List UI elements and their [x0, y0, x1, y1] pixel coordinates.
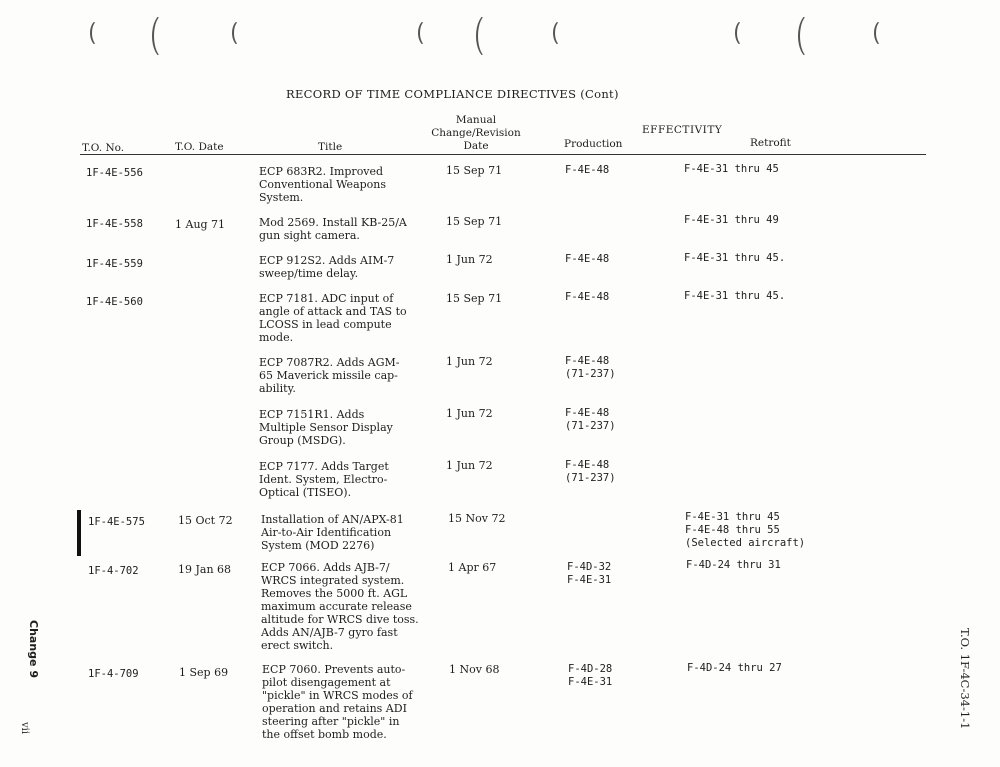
- cell-retrofit: F-4E-31 thru 45: [684, 163, 779, 175]
- to-number-label: T.O. 1F-4C-34-1-1: [958, 628, 972, 730]
- cell-mcr-date: 1 Jun 72: [446, 407, 493, 420]
- binder-hole-mark: [553, 20, 569, 46]
- cell-title: ECP 7087R2. Adds AGM- 65 Maverick missile cap- ability.: [259, 356, 400, 395]
- cell-production: F-4E-48 (71-237): [565, 355, 616, 380]
- header-to-date: T.O. Date: [175, 141, 224, 153]
- cell-retrofit: F-4D-24 thru 27: [687, 662, 782, 674]
- cell-retrofit: F-4E-31 thru 45.: [684, 252, 786, 264]
- binder-hole-mark: [735, 20, 751, 46]
- cell-to-date: 15 Oct 72: [178, 514, 233, 527]
- header-manual: [426, 114, 526, 153]
- header-manual-line2: Change/Revision: [431, 127, 521, 139]
- cell-to-no: 1F-4E-558: [86, 218, 143, 230]
- cell-to-no: 1F-4-709: [88, 668, 139, 680]
- cell-to-no: 1F-4E-560: [86, 296, 143, 308]
- binder-hole-mark: [418, 20, 434, 46]
- cell-to-no: 1F-4E-559: [86, 258, 143, 270]
- cell-retrofit: F-4D-24 thru 31: [686, 559, 781, 571]
- header-manual-line3: Date: [463, 140, 489, 152]
- header-retrofit: Retrofit: [750, 137, 791, 149]
- binder-hole-mark: [232, 20, 248, 46]
- cell-to-no: 1F-4E-575: [88, 516, 145, 528]
- header-title: Title: [318, 141, 343, 153]
- cell-production: F-4D-32 F-4E-31: [567, 561, 612, 586]
- cell-to-no: 1F-4-702: [88, 565, 139, 577]
- cell-retrofit: F-4E-31 thru 45 F-4E-48 thru 55 (Selected aircraft): [685, 511, 806, 549]
- cell-title: ECP 7177. Adds Target Ident. System, Electro- Optical (TISEO).: [259, 460, 389, 499]
- cell-mcr-date: 1 Jun 72: [446, 459, 493, 472]
- cell-to-date: 1 Aug 71: [175, 218, 226, 231]
- header-production: Production: [564, 138, 623, 150]
- cell-mcr-date: 15 Sep 71: [446, 164, 503, 177]
- change-bar: [77, 510, 81, 556]
- cell-title: Mod 2569. Install KB-25/A gun sight camera.: [259, 216, 407, 242]
- header-to-no: T.O. No.: [82, 142, 125, 154]
- cell-title: Installation of AN/APX-81 Air-to-Air Identification System (MOD 2276): [261, 513, 404, 552]
- page-number: vii: [19, 722, 30, 735]
- cell-retrofit: F-4E-31 thru 49: [684, 214, 779, 226]
- cell-production: F-4E-48 (71-237): [565, 407, 616, 432]
- cell-mcr-date: 1 Apr 67: [448, 561, 497, 574]
- header-effectivity: EFFECTIVITY: [642, 124, 723, 136]
- cell-production: F-4E-48: [565, 164, 610, 176]
- cell-title: ECP 7151R1. Adds Multiple Sensor Display Group (MSDG).: [259, 408, 393, 447]
- cell-title: ECP 683R2. Improved Conventional Weapons System.: [259, 165, 387, 204]
- header-manual-line1: Manual: [455, 114, 497, 126]
- binder-hole-mark: [798, 14, 820, 58]
- cell-title: ECP 7066. Adds AJB-7/ WRCS integrated system. Removes the 5000 ft. AGL maximum accurate release altitude for WRCS dive toss. Adds AN/AJB-7 gyro fast erect switch.: [261, 561, 419, 652]
- cell-title: ECP 912S2. Adds AIM-7 sweep/time delay.: [259, 254, 395, 280]
- cell-to-date: 19 Jan 68: [178, 563, 232, 576]
- binder-hole-mark: [874, 20, 890, 46]
- cell-mcr-date: 15 Sep 71: [446, 215, 503, 228]
- cell-title: ECP 7181. ADC input of angle of attack and TAS to LCOSS in lead compute mode.: [259, 292, 407, 344]
- cell-mcr-date: 1 Jun 72: [446, 253, 493, 266]
- cell-mcr-date: 1 Nov 68: [449, 663, 500, 676]
- cell-title: ECP 7060. Prevents auto- pilot disengagement at "pickle" in WRCS modes of operation and retains ADI steering after "pickle" in the offset bomb mode.: [262, 663, 413, 741]
- cell-production: F-4E-48: [565, 291, 610, 303]
- cell-production: F-4D-28 F-4E-31: [568, 663, 613, 688]
- binder-hole-mark: [476, 14, 498, 58]
- cell-to-no: 1F-4E-556: [86, 167, 143, 179]
- binder-hole-mark: [152, 14, 174, 58]
- cell-mcr-date: 15 Nov 72: [448, 512, 506, 525]
- page-title: RECORD OF TIME COMPLIANCE DIRECTIVES (Cont): [286, 87, 619, 101]
- cell-to-date: 1 Sep 69: [179, 666, 229, 679]
- cell-mcr-date: 15 Sep 71: [446, 292, 503, 305]
- header-rule: [80, 154, 926, 155]
- cell-production: F-4E-48: [565, 253, 610, 265]
- cell-retrofit: F-4E-31 thru 45.: [684, 290, 786, 302]
- binder-hole-mark: [90, 20, 106, 46]
- cell-mcr-date: 1 Jun 72: [446, 355, 493, 368]
- change-number-label: Change 9: [27, 620, 40, 678]
- cell-production: F-4E-48 (71-237): [565, 459, 616, 484]
